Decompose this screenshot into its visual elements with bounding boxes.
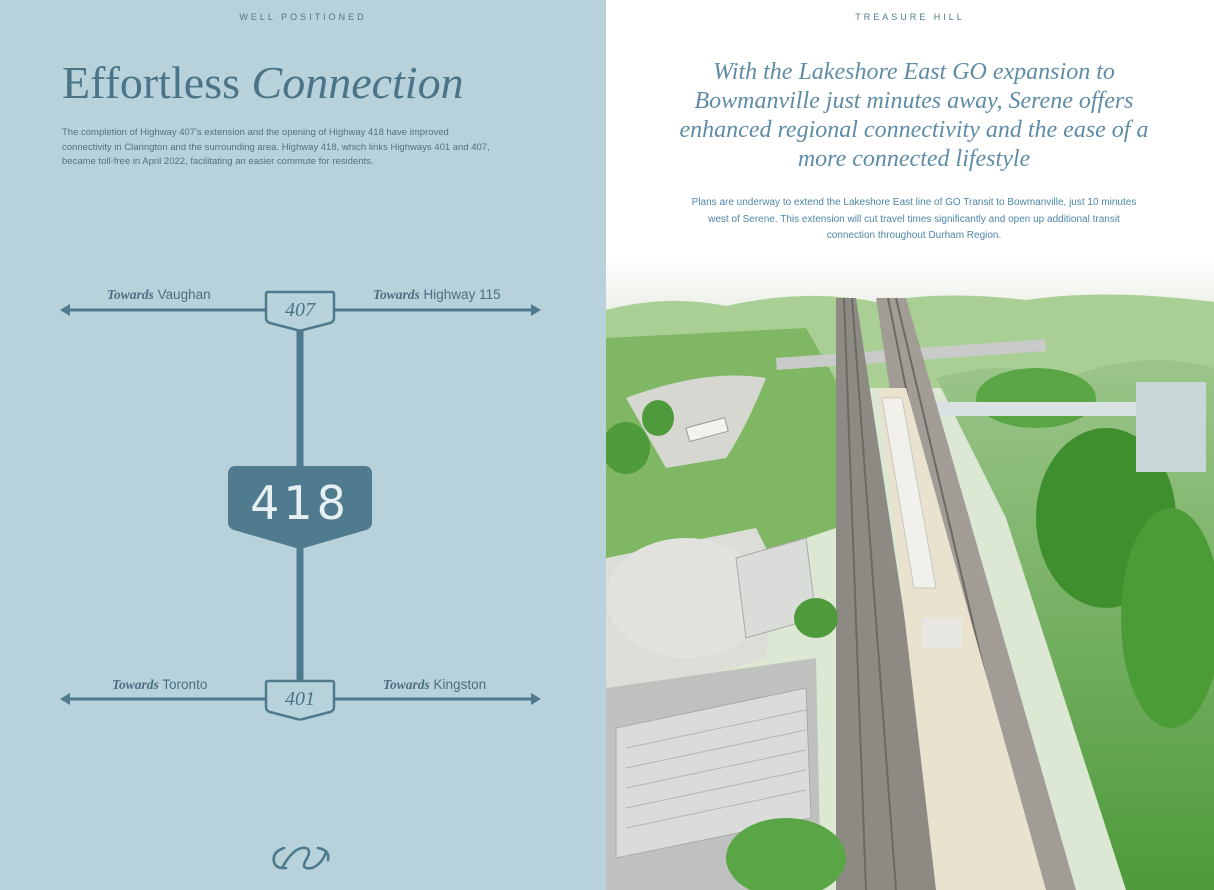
right-kicker: TREASURE HILL	[855, 12, 965, 22]
arrow-left-bottom-icon	[60, 693, 70, 705]
title-italic: Connection	[251, 57, 464, 108]
highway-map-diagram	[0, 0, 606, 890]
shield-407-label: 407	[285, 299, 315, 321]
dest-kingston: Kingston	[433, 677, 487, 692]
towards-word: Towards	[112, 677, 159, 692]
quote-heading: With the Lakeshore East GO expansion to Bowmanville just minutes away, Serene offers enhanced regional connectivity and the ease of a more connected lifestyle	[679, 59, 1149, 172]
dest-toronto: Toronto	[162, 677, 208, 692]
title-regular: Effortless	[62, 57, 241, 108]
aerial-train-station-photo	[606, 258, 1214, 890]
shield-401-label: 401	[285, 688, 315, 710]
label-towards-toronto	[112, 677, 207, 693]
arrow-right-bottom-icon	[531, 693, 541, 705]
body-paragraph: Plans are underway to extend the Lakeshore East line of GO Transit to Bowmanville, just 10 minutes west of Serene. This extension will cut travel times significantly and open up additional transit connection throughout Durham Region.	[691, 197, 1137, 241]
serene-logo-icon	[274, 848, 329, 869]
label-towards-highway-115	[373, 287, 501, 303]
label-towards-vaughan	[107, 287, 211, 303]
intro-paragraph: The completion of Highway 407's extension and the opening of Highway 418 have improved connectivity in Clarington and the surrounding area. Highway 418, which links Highways 401 and 407, became toll-free in April 2022, facilitating an easier commute for residents.	[62, 127, 490, 167]
shield-418-label: 418	[250, 476, 350, 530]
dest-vaughan: Vaughan	[157, 287, 211, 302]
towards-word: Towards	[383, 677, 430, 692]
dest-highway-115: Highway 115	[423, 287, 501, 302]
right-page	[606, 0, 1214, 890]
towards-word: Towards	[373, 287, 420, 302]
towards-word: Towards	[107, 287, 154, 302]
arrow-right-top-icon	[531, 304, 541, 316]
label-towards-kingston	[383, 677, 486, 693]
arrow-left-top-icon	[60, 304, 70, 316]
left-page	[0, 0, 606, 890]
left-kicker: WELL POSITIONED	[239, 12, 367, 22]
